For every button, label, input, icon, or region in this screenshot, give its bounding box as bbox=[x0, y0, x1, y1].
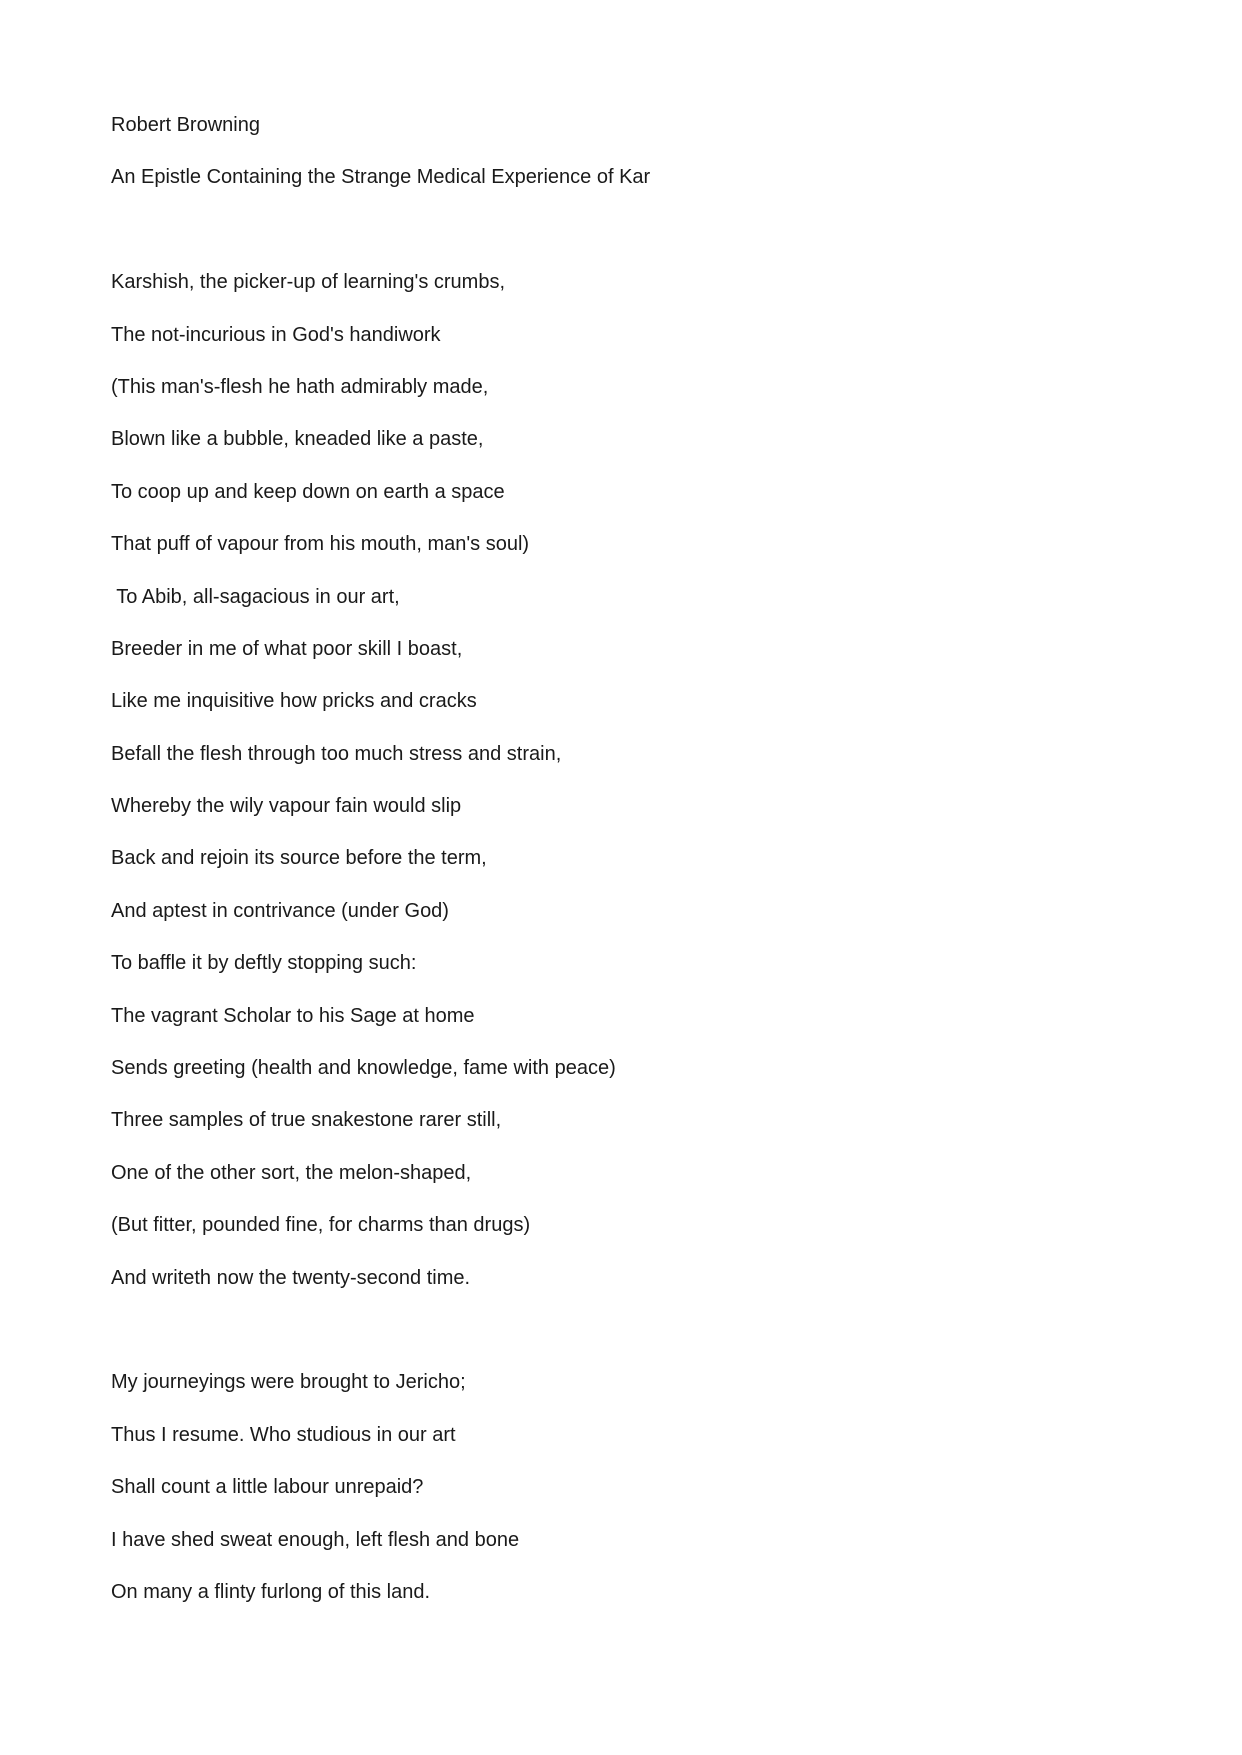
blank-line bbox=[111, 217, 1131, 269]
poem-line: The not-incurious in God's handiwork bbox=[111, 323, 441, 346]
poem-line: And aptest in contrivance (under God) bbox=[111, 899, 449, 922]
poem-line: Whereby the wily vapour fain would slip bbox=[111, 795, 462, 818]
poem-line: And writeth now the twenty-second time. bbox=[111, 1266, 471, 1289]
poem-line: I have shed sweat enough, left flesh and bone bbox=[111, 1528, 520, 1551]
poem-line: To coop up and keep down on earth a space bbox=[111, 480, 505, 503]
poem-line: One of the other sort, the melon-shaped, bbox=[111, 1161, 472, 1184]
poem-line: Befall the flesh through too much stress and strain, bbox=[111, 742, 562, 765]
poem-line: Back and rejoin its source before the term, bbox=[111, 847, 487, 870]
poem-line: Three samples of true snakestone rarer still, bbox=[111, 1109, 502, 1132]
poem-line: Shall count a little labour unrepaid? bbox=[111, 1476, 424, 1499]
poem-line: (This man's-flesh he hath admirably made, bbox=[111, 375, 489, 398]
poem-line: On many a flinty furlong of this land. bbox=[111, 1580, 431, 1603]
poem-line: Breeder in me of what poor skill I boast, bbox=[111, 637, 463, 660]
poem-line: Blown like a bubble, kneaded like a paste, bbox=[111, 428, 484, 451]
blank-line bbox=[111, 1317, 1131, 1369]
poem-line: Karshish, the picker-up of learning's crumbs, bbox=[111, 271, 505, 294]
poem-line: That puff of vapour from his mouth, man's soul) bbox=[111, 533, 530, 556]
poem-line: Like me inquisitive how pricks and cracks bbox=[111, 690, 477, 713]
poem-line: The vagrant Scholar to his Sage at home bbox=[111, 1004, 475, 1027]
poem-line: Sends greeting (health and knowledge, fame with peace) bbox=[111, 1057, 616, 1080]
stanza-2 bbox=[111, 1369, 1131, 1605]
poem-title: An Epistle Containing the Strange Medical Experience of Kar bbox=[111, 166, 651, 189]
document-body bbox=[111, 112, 1131, 1631]
poem-line: (But fitter, pounded fine, for charms than drugs) bbox=[111, 1214, 531, 1237]
stanza-1 bbox=[111, 269, 1131, 1290]
poem-line: Thus I resume. Who studious in our art bbox=[111, 1423, 456, 1446]
poem-line: To baffle it by deftly stopping such: bbox=[111, 952, 417, 975]
poem-line: My journeyings were brought to Jericho; bbox=[111, 1371, 466, 1394]
poem-line: To Abib, all-sagacious in our art, bbox=[111, 585, 400, 608]
author-line: Robert Browning bbox=[111, 114, 260, 136]
